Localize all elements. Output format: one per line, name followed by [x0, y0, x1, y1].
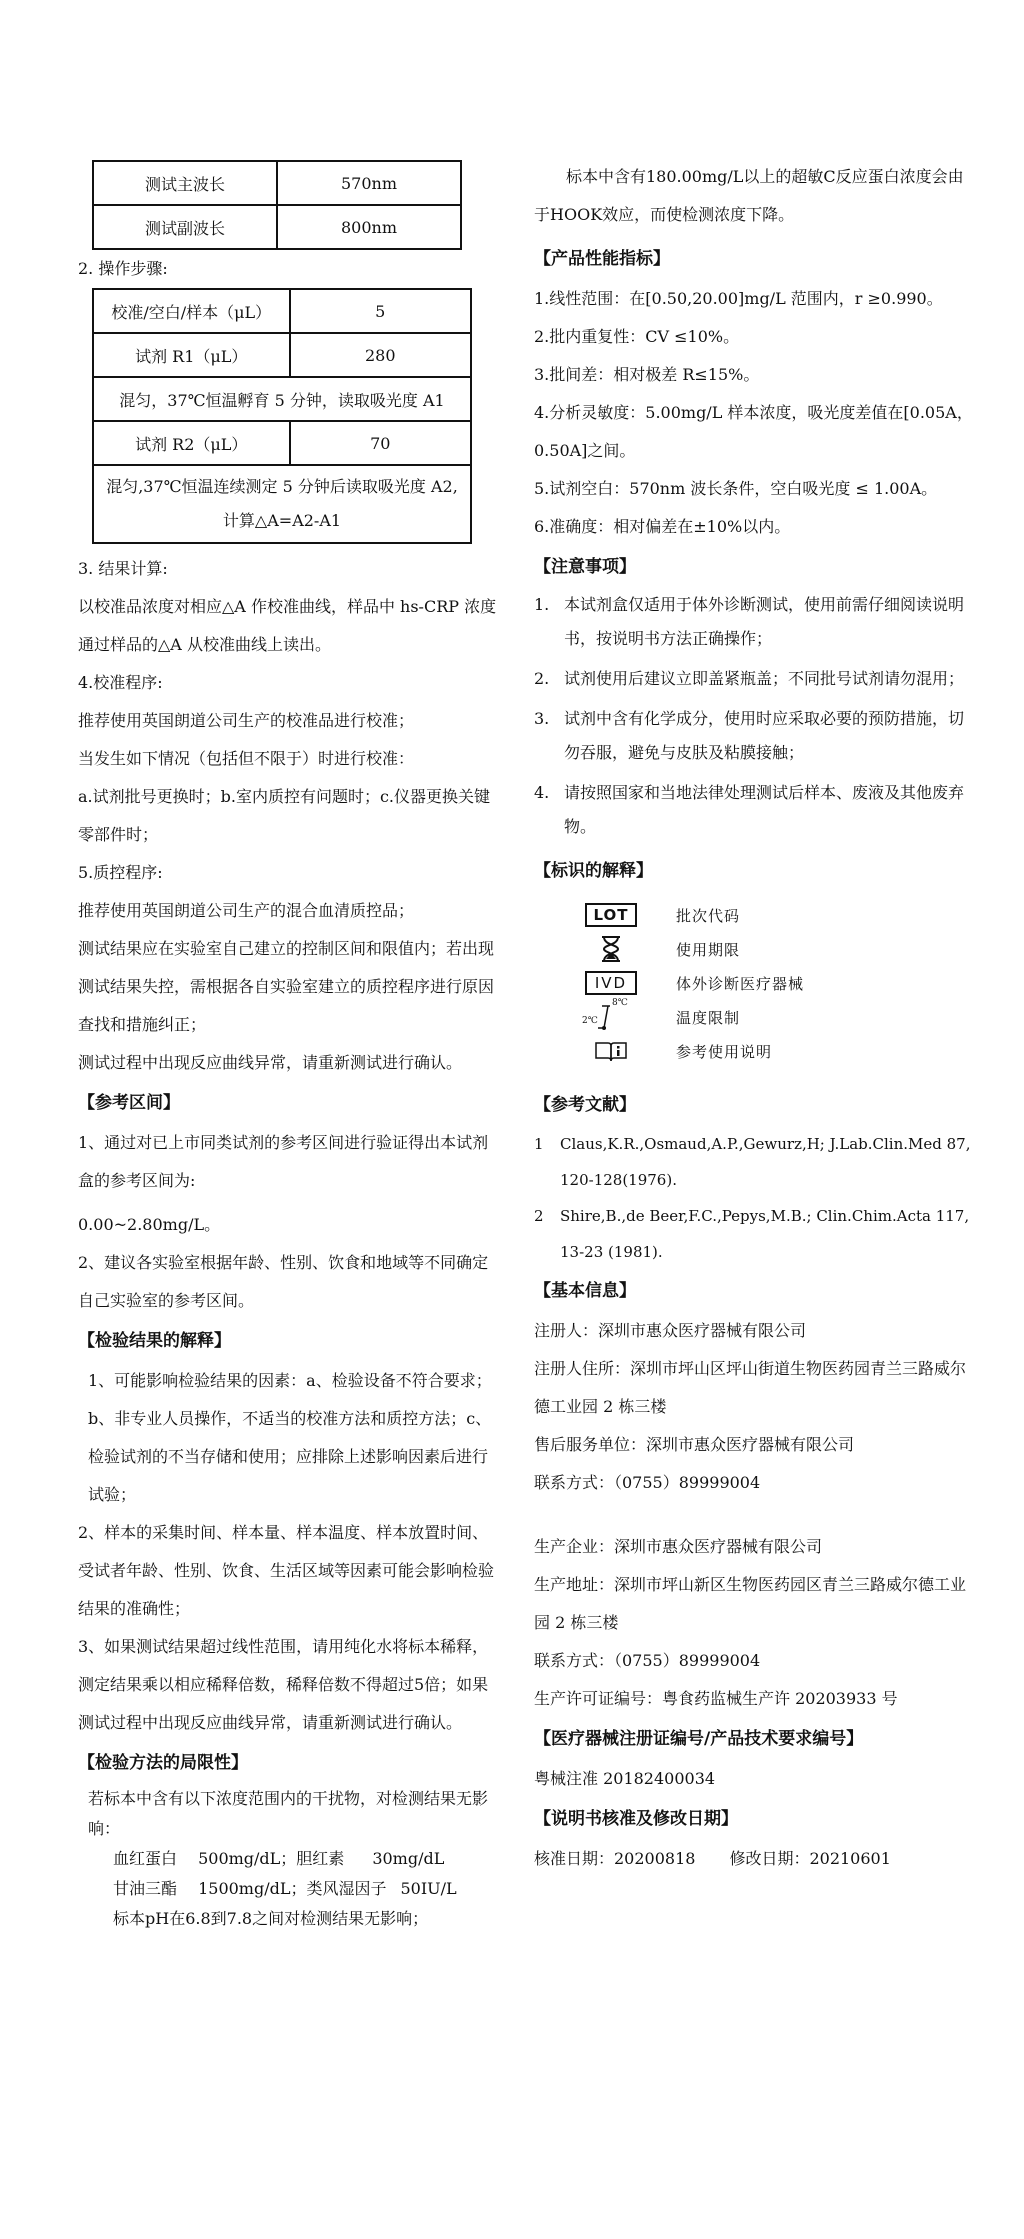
ivd-icon: [576, 971, 646, 995]
list-item: [534, 702, 974, 770]
interferent-row: [78, 1844, 498, 1874]
paragraph: 2、建议各实验室根据年龄、性别、饮食和地域等不同确定自己实验室的参考区间。: [78, 1253, 489, 1310]
reference-number: 2: [534, 1207, 544, 1225]
steps-table: [92, 288, 472, 544]
paragraph: 生产地址：深圳市坪山新区生物医药园区青兰三路威尔德工业园 2 栋三楼: [534, 1575, 967, 1632]
paragraph: 注册人：深圳市惠众医疗器械有限公司: [534, 1321, 807, 1340]
paragraph: 1.线性范围：在[0.50,20.00]mg/L 范围内，r ≥0.990。: [534, 289, 943, 308]
list-item: [534, 776, 974, 844]
paragraph: 联系方式：（0755）89999004: [534, 1473, 761, 1492]
section-heading: 【参考文献】: [534, 1095, 636, 1115]
table-row: [93, 333, 471, 377]
section-heading: 【标识的解释】: [534, 861, 653, 881]
reference-text: Claus,K.R.,Osmaud,A.P.,Gewurz,H; J.Lab.Clin.Med 87, 120-128(1976).: [560, 1135, 971, 1189]
table-cell-line: 计算△A=A2-A1: [222, 511, 342, 530]
paragraph: 5.试剂空白：570nm 波长条件，空白吸光度 ≤ 1.00A。: [534, 479, 938, 498]
lot-icon: [576, 903, 646, 927]
interferent-row: [78, 1874, 498, 1904]
symbol-row: [576, 932, 974, 966]
table-row: [93, 421, 471, 465]
symbol-row: [576, 1034, 974, 1068]
paragraph: a.试剂批号更换时；b.室内质控有问题时；c.仪器更换关键零部件时；: [78, 787, 491, 844]
table-cell: 70: [290, 421, 471, 465]
paragraph: 标本pH在6.8到7.8之间对检测结果无影响；: [113, 1909, 429, 1928]
paragraph: 3.批间差：相对极差 R≤15%。: [534, 365, 760, 384]
section-title: 5.质控程序:: [78, 863, 163, 882]
table-cell: 测试副波长: [93, 205, 277, 249]
list-item: [534, 588, 974, 656]
instructions-book-icon: [576, 1039, 646, 1063]
paragraph: 若标本中含有以下浓度范围内的干扰物，对检测结果无影响：: [88, 1789, 489, 1838]
table-cell: 试剂 R2（μL）: [93, 421, 290, 465]
table-cell: 800nm: [277, 205, 461, 249]
list-number: 1.: [534, 595, 550, 614]
paragraph: 3、如果测试结果超过线性范围，请用纯化水将标本稀释，测定结果乘以相应稀释倍数，稀释倍数不得超过5倍；如果测试过程中出现反应曲线异常，请重新测试进行确认。: [78, 1637, 489, 1732]
paragraph: 1、通过对已上市同类试剂的参考区间进行验证得出本试剂盒的参考区间为:: [78, 1133, 489, 1190]
table-cell: 测试主波长: [93, 161, 277, 205]
paragraph: 生产企业：深圳市惠众医疗器械有限公司: [534, 1537, 823, 1556]
paragraph: 2.批内重复性：CV ≤10%。: [534, 327, 740, 346]
table-cell: 试剂 R1（μL）: [93, 333, 290, 377]
paragraph: 4.分析灵敏度：5.00mg/L 样本浓度，吸光度差值在[0.05A，0.50A]之间。: [534, 403, 973, 460]
list-text: 请按照国家和当地法律处理测试后样本、废液及其他废弃物。: [564, 783, 965, 836]
symbol-legend: [534, 898, 974, 1068]
paragraph: 标本中含有180.00mg/L以上的超敏C反应蛋白浓度会由于HOOK效应，而使检测浓度下降。: [534, 167, 964, 224]
symbol-row: [576, 898, 974, 932]
paragraph: 推荐使用英国朗道公司生产的校准品进行校准；: [78, 711, 415, 730]
list-text: 本试剂盒仅适用于体外诊断测试，使用前需仔细阅读说明书，按说明书方法正确操作；: [564, 595, 965, 648]
paragraph: 注册人住所：深圳市坪山区坪山街道生物医药园青兰三路威尔德工业园 2 栋三楼: [534, 1359, 967, 1416]
wavelength-table: [92, 160, 462, 250]
table-row: [93, 205, 461, 249]
spacer: [534, 1502, 974, 1528]
table-cell: 混匀，37℃恒温孵育 5 分钟，读取吸光度 A1: [93, 377, 471, 421]
revision-date: 修改日期：20210601: [729, 1849, 891, 1868]
table-cell: [93, 465, 471, 543]
hourglass-icon: [576, 935, 646, 963]
list-number: 3.: [534, 709, 550, 728]
paragraph: 当发生如下情况（包括但不限于）时进行校准：: [78, 749, 415, 768]
paragraph: 6.准确度：相对偏差在±10%以内。: [534, 517, 791, 536]
paragraph: 粤械注准 20182400034: [534, 1769, 716, 1788]
right-column: [534, 158, 974, 1878]
lot-glyph: LOT: [585, 903, 636, 927]
paragraph: 以校准品浓度对相应△A 作校准曲线，样品中 hs-CRP 浓度通过样品的△A 从校准曲线上读出。: [78, 597, 497, 654]
symbol-label: 温度限制: [676, 1008, 741, 1027]
section-title: 2. 操作步骤:: [78, 259, 168, 278]
list-text: 试剂中含有化学成分，使用时应采取必要的预防措施，切勿吞服，避免与皮肤及粘膜接触；: [564, 709, 965, 762]
symbol-label: 批次代码: [676, 906, 741, 925]
section-heading: 【检验方法的局限性】: [78, 1753, 248, 1773]
paragraph: 2、样本的采集时间、样本量、样本温度、样本放置时间、受试者年龄、性别、饮食、生活区域等因素可能会影响检验结果的准确性；: [78, 1523, 495, 1618]
interferent-text: 甘油三酯 1500mg/dL；类风湿因子: [113, 1879, 387, 1898]
section-heading: 【说明书核准及修改日期】: [534, 1809, 738, 1829]
table-cell: 570nm: [277, 161, 461, 205]
temperature-low: 2℃: [582, 1016, 598, 1026]
interferent-value: 50IU/L: [400, 1879, 457, 1898]
interferent-value: 30mg/dL: [372, 1849, 445, 1868]
section-heading: 【检验结果的解释】: [78, 1331, 231, 1351]
section-heading: 【参考区间】: [78, 1093, 180, 1113]
list-item: [534, 662, 974, 696]
approval-date: 核准日期：20200818: [534, 1849, 696, 1868]
date-row: [534, 1840, 974, 1878]
paragraph: 1、可能影响检验结果的因素：a、检验设备不符合要求；b、非专业人员操作，不适当的校准方法和质控方法；c、检验试剂的不当存储和使用；应排除上述影响因素后进行试验；: [88, 1371, 492, 1504]
thermometer-icon: [576, 1000, 646, 1034]
table-row: [93, 377, 471, 421]
section-heading: 【产品性能指标】: [534, 249, 670, 269]
section-heading: 【基本信息】: [534, 1281, 636, 1301]
reference-item: [534, 1198, 974, 1270]
symbol-row: [576, 1000, 974, 1034]
table-cell: 5: [290, 289, 471, 333]
reference-item: [534, 1126, 974, 1198]
list-number: 4.: [534, 783, 550, 802]
section-title: 3. 结果计算:: [78, 559, 168, 578]
paragraph: 联系方式：（0755）89999004: [534, 1651, 761, 1670]
table-cell-line: 混匀,37℃恒温连续测定 5 分钟后读取吸光度 A2,: [106, 477, 458, 496]
table-row: [93, 161, 461, 205]
list-text: 试剂使用后建议立即盖紧瓶盖；不同批号试剂请勿混用；: [564, 669, 965, 688]
paragraph: 推荐使用英国朗道公司生产的混合血清质控品；: [78, 901, 415, 920]
section-heading: 【注意事项】: [534, 557, 636, 577]
left-column: [78, 160, 498, 1934]
table-cell: 280: [290, 333, 471, 377]
reference-number: 1: [534, 1135, 544, 1153]
paragraph: 0.00~2.80mg/L。: [78, 1215, 221, 1234]
paragraph: 售后服务单位：深圳市惠众医疗器械有限公司: [534, 1435, 855, 1454]
section-heading: 【医疗器械注册证编号/产品技术要求编号】: [534, 1729, 864, 1749]
paragraph: 测试结果应在实验室自己建立的控制区间和限值内；若出现测试结果失控，需根据各自实验室建立的质控程序进行原因查找和措施纠正；: [78, 939, 495, 1034]
table-cell: 校准/空白/样本（μL）: [93, 289, 290, 333]
table-row: [93, 465, 471, 543]
symbol-row: [576, 966, 974, 1000]
paragraph: 生产许可证编号：粤食药监械生产许 20203933 号: [534, 1689, 898, 1708]
table-row: [93, 289, 471, 333]
paragraph: 测试过程中出现反应曲线异常，请重新测试进行确认。: [78, 1053, 463, 1072]
ivd-glyph: IVD: [585, 971, 637, 995]
notes-list: [534, 588, 974, 844]
temperature-high: 8℃: [612, 998, 628, 1008]
list-number: 2.: [534, 669, 550, 688]
symbol-label: 参考使用说明: [676, 1042, 773, 1061]
symbol-label: 体外诊断医疗器械: [676, 974, 805, 993]
reference-text: Shire,B.,de Beer,F.C.,Pepys,M.B.; Clin.Chim.Acta 117, 13-23 (1981).: [560, 1207, 970, 1261]
interferent-text: 血红蛋白 500mg/dL；胆红素: [113, 1849, 345, 1868]
section-title: 4.校准程序:: [78, 673, 163, 692]
symbol-label: 使用期限: [676, 940, 741, 959]
